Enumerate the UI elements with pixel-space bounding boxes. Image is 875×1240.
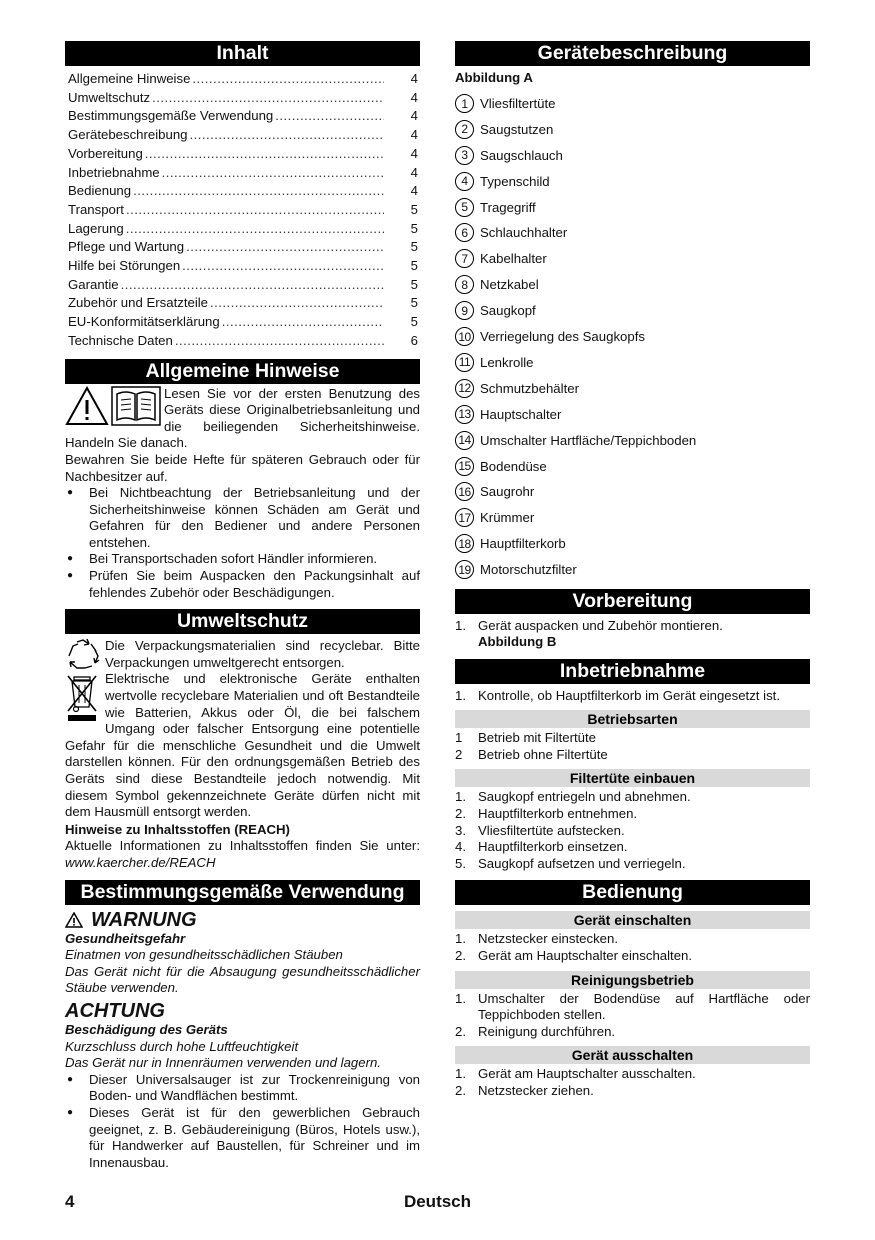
list-item: 4 Typenschild (455, 168, 810, 194)
item-number: 8 (455, 275, 474, 294)
parts-list (455, 91, 810, 583)
list-item: 3 Saugschlauch (455, 142, 810, 168)
cleaning-steps (455, 991, 810, 1041)
item-number: 11 (455, 353, 474, 372)
startup-heading: Inbetriebnahme (455, 659, 810, 684)
item-number: 19 (455, 560, 474, 579)
list-item: 2. Reinigung durchführen. (455, 1023, 616, 1039)
table-of-contents (65, 70, 420, 351)
figure-reference: Abbildung B (478, 634, 557, 650)
toc-entry[interactable]: Vorbereitung . . . 4 (68, 145, 420, 164)
item-number: 16 (455, 482, 474, 501)
warning-label: WARNUNG (65, 909, 420, 931)
preparation-heading: Vorbereitung (455, 589, 810, 614)
list-item: 11 Lenkrolle (455, 350, 810, 376)
list-item: ● Bei Nichtbeachtung der Betriebsanleitung und der Sicherheitshinweise können Schäden am Gerät und Gefahren für den Bediener und andere Personen entstehen. (65, 485, 420, 551)
toc-entry[interactable]: Transport . . . 5 (68, 201, 420, 220)
list-item: ● Prüfen Sie beim Auspacken den Packungsinhalt auf fehlendes Zubehör oder Beschädigungen. (65, 568, 420, 601)
caution-danger: Beschädigung des Geräts (65, 1021, 228, 1037)
figure-label: Abbildung A (455, 70, 533, 85)
switch-off-heading: Gerät ausschalten (455, 1046, 810, 1064)
item-number: 14 (455, 431, 474, 450)
toc-entry[interactable]: Pflege und Wartung . . . 5 (68, 238, 420, 257)
manual-book-icon (111, 386, 161, 426)
toc-entry[interactable]: Gerätebeschreibung . . . 4 (68, 126, 420, 145)
page-number: 4 (65, 1192, 75, 1211)
filter-bag-steps (455, 789, 810, 872)
list-item: 13 Hauptschalter (455, 401, 810, 427)
item-number: 2 (455, 120, 474, 139)
warning-cause: Einatmen von gesundheitsschädlichen Stäuben (65, 947, 343, 963)
item-number: 4 (455, 172, 474, 191)
item-number: 15 (455, 457, 474, 476)
toc-entry[interactable]: Lagerung . . . 5 (68, 220, 420, 239)
toc-entry[interactable]: Technische Daten . . . 6 (68, 332, 420, 351)
reach-link[interactable]: www.kaercher.de/REACH (65, 854, 216, 870)
list-item: 2. Hauptfilterkorb entnehmen. (455, 806, 638, 822)
list-item: 6 Schlauchhalter (455, 220, 810, 246)
general-icons (65, 386, 161, 426)
list-item: 2 Saugstutzen (455, 116, 810, 142)
caution-action: Das Gerät nur in Innenräumen verwenden und lagern. (65, 1055, 381, 1071)
warning-icon (65, 912, 83, 928)
item-number: 13 (455, 405, 474, 424)
toc-entry[interactable]: Bedienung . . . 4 (68, 182, 420, 201)
recycle-icon (65, 638, 101, 670)
warning-danger: Gesundheitsgefahr (65, 930, 186, 946)
list-item: 2 Betrieb ohne Filtertüte (455, 746, 608, 762)
modes-heading: Betriebsarten (455, 710, 810, 728)
description-heading: Gerätebeschreibung (455, 41, 810, 66)
item-number: 12 (455, 379, 474, 398)
list-item: 1. Gerät am Hauptschalter ausschalten. (455, 1066, 696, 1082)
preparation-steps (455, 618, 810, 651)
operation-heading: Bedienung (455, 880, 810, 905)
environment-heading: Umweltschutz (65, 609, 420, 634)
warning-action: Das Gerät nicht für die Absaugung gesundheitsschädlicher Stäube verwenden. (65, 963, 420, 996)
toc-entry[interactable]: Allgemeine Hinweise . . . 4 (68, 70, 420, 89)
weee-bin-icon (65, 673, 99, 723)
switch-on-steps (455, 931, 810, 964)
list-item: 7 Kabelhalter (455, 246, 810, 272)
list-item: 1. Netzstecker einstecken. (455, 931, 618, 947)
general-intro: Lesen Sie vor der ersten Benutzung des Geräts diese Originalbetriebsanleitung und die beiliegenden Sicherheitshinweise. Handeln Sie danach. (65, 385, 420, 451)
list-item: ● Bei Transportschaden sofort Händler informieren. (65, 551, 420, 568)
toc-entry[interactable]: Inbetriebnahme . . . 4 (68, 164, 420, 183)
environment-electronics: Elektrische und elektronische Geräte enthalten wertvolle recyclebare Materialien und oft Bestandteile wie Batterien, Akkus oder Öl, die bei falschem Umgang oder falscher Entsorgung eine potentielle Gefahr für die menschliche Gesundheit und die Umwelt darstellen können. Für den ordnungsgemäßen Betrieb des Geräts sind diese Bestandteile jedoch notwendig. Mit diesem Symbol gekennzeichnete Geräte dürfen nicht mit dem Hausmüll entsorgt werden. (65, 671, 420, 820)
toc-entry[interactable]: Zubehör und Ersatzteile . . . 5 (68, 294, 420, 313)
item-number: 5 (455, 198, 474, 217)
reach-text: Aktuelle Informationen zu Inhaltsstoffen finden Sie unter: www.kaercher.de/REACH (65, 838, 420, 870)
list-item: 5 Tragegriff (455, 194, 810, 220)
list-item: 9 Saugkopf (455, 298, 810, 324)
item-number: 10 (455, 327, 474, 346)
warning-icon (65, 386, 109, 426)
modes-list (455, 730, 810, 763)
list-item: 5. Saugkopf aufsetzen und verriegeln. (455, 855, 686, 871)
right-column (455, 41, 810, 1100)
toc-heading: Inhalt (65, 41, 420, 66)
toc-entry[interactable]: EU-Konformitätserklärung . . . 5 (68, 313, 420, 332)
toc-entry[interactable]: Hilfe bei Störungen . . . 5 (68, 257, 420, 276)
list-item: 4. Hauptfilterkorb einsetzen. (455, 839, 628, 855)
list-item: 19 Motorschutzfilter (455, 557, 810, 583)
list-item: 2. Netzstecker ziehen. (455, 1083, 594, 1099)
general-keep: Bewahren Sie beide Hefte für späteren Gebrauch oder für Nachbesitzer auf. (65, 451, 420, 484)
caution-cause: Kurzschluss durch hohe Luftfeuchtigkeit (65, 1038, 299, 1054)
list-item: 1. Kontrolle, ob Hauptfilterkorb im Gerät eingesetzt ist. (455, 687, 780, 703)
list-item: 17 Krümmer (455, 505, 810, 531)
general-bullets (65, 485, 420, 601)
list-item: 1 Vliesfiltertüte (455, 91, 810, 117)
list-item: 18 Hauptfilterkorb (455, 531, 810, 557)
list-item: ● Dieser Universalsauger ist zur Trockenreinigung von Boden- und Wandflächen bestimmt. (65, 1072, 420, 1105)
list-item: 1. Gerät auspacken und Zubehör montieren. Abbildung B (455, 617, 723, 650)
toc-entry[interactable]: Umweltschutz . . . 4 (68, 89, 420, 108)
left-column (65, 41, 420, 1171)
intended-use-bullets (65, 1072, 420, 1172)
list-item: 10 Verriegelung des Saugkopfs (455, 324, 810, 350)
list-item: 1 Betrieb mit Filtertüte (455, 730, 596, 746)
item-number: 6 (455, 223, 474, 242)
switch-off-steps (455, 1066, 810, 1099)
list-item: 3. Vliesfiltertüte aufstecken. (455, 822, 625, 838)
environment-packaging: Die Verpackungsmaterialien sind recyclebar. Bitte Verpackungen umweltgerecht entsorgen. (105, 638, 420, 670)
general-heading: Allgemeine Hinweise (65, 359, 420, 384)
intended-use-heading: Bestimmungsgemäße Verwendung (65, 880, 420, 905)
list-item: 1. Saugkopf entriegeln und abnehmen. (455, 789, 691, 805)
item-number: 1 (455, 94, 474, 113)
list-item: 14 Umschalter Hartfläche/Teppichboden (455, 427, 810, 453)
list-item: 1. Umschalter der Bodendüse auf Hartfläche oder Teppichboden stellen. (455, 990, 810, 1023)
list-item: 2. Gerät am Hauptschalter einschalten. (455, 948, 693, 964)
startup-steps (455, 688, 810, 705)
item-number: 9 (455, 301, 474, 320)
filter-bag-heading: Filtertüte einbauen (455, 769, 810, 787)
toc-entry[interactable]: Garantie . . . 5 (68, 276, 420, 295)
toc-entry[interactable]: Bestimmungsgemäße Verwendung . . . 4 (68, 107, 420, 126)
caution-label: ACHTUNG (65, 999, 165, 1022)
footer-language: Deutsch (403, 1192, 472, 1211)
reach-heading: Hinweise zu Inhaltsstoffen (REACH) (65, 821, 290, 837)
item-number: 3 (455, 146, 474, 165)
item-number: 17 (455, 508, 474, 527)
list-item: 8 Netzkabel (455, 272, 810, 298)
item-number: 18 (455, 534, 474, 553)
list-item: 15 Bodendüse (455, 453, 810, 479)
list-item: 12 Schmutzbehälter (455, 375, 810, 401)
list-item: 16 Saugrohr (455, 479, 810, 505)
item-number: 7 (455, 249, 474, 268)
switch-on-heading: Gerät einschalten (455, 911, 810, 929)
cleaning-heading: Reinigungsbetrieb (455, 971, 810, 989)
list-item: ● Dieses Gerät ist für den gewerblichen Gebrauch geeignet, z. B. Gebäudereinigung (Büros, Hotels usw.), für Handwerker auf Baustellen, für Schreiner und im Innenausbau. (65, 1105, 420, 1171)
